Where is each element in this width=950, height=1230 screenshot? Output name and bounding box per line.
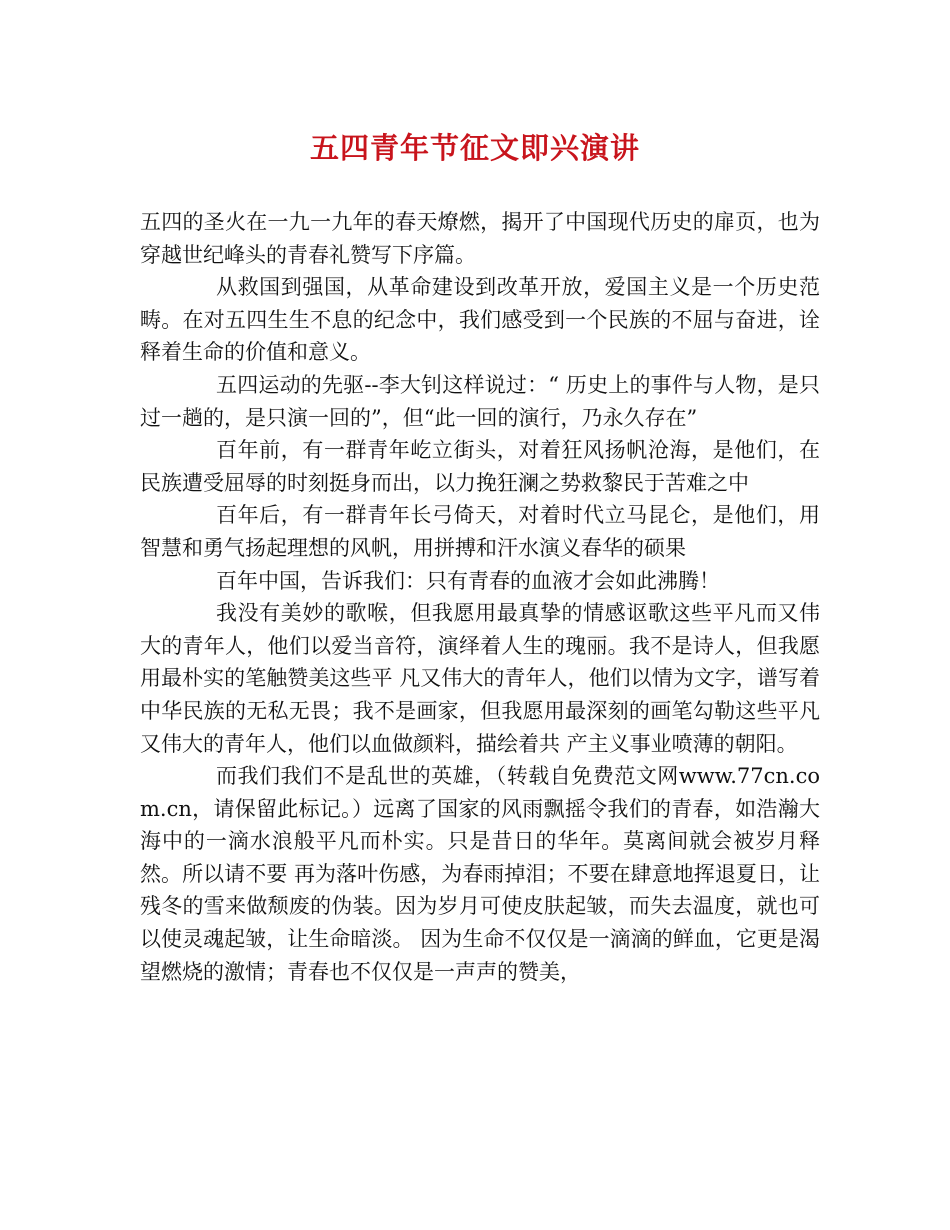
paragraph: 而我们我们不是乱世的英雄，（转载自免费范文网www.77cn.com.cn，请保留此标记。）远离了国家的风雨飘摇令我们的青春，如浩瀚大海中的一滴水浪般平凡而朴实。只是昔日的华年。莫离间就会被岁月释然。所以请不要 再为落叶伤感，为春雨掉泪；不要在肆意地挥退夏日，让残冬的雪来做颓废的伪装。因为岁月可使皮肤起皱，而失去温度，就也可以使灵魂起皱，让生命暗淡。 因为生命不仅仅是一滴滴的鲜血，它更是渴望燃烧的激情；青春也不仅仅是一声声的赞美，: [140, 764, 820, 984]
paragraph: 五四的圣火在一九一九年的春天燎燃，揭开了中国现代历史的扉页，也为穿越世纪峰头的青春礼赞写下序篇。: [140, 210, 820, 267]
paragraph: 我没有美妙的歌喉，但我愿用最真挚的情感讴歌这些平凡而又伟大的青年人，他们以爱当音符，演绎着人生的瑰丽。我不是诗人，但我愿用最朴实的笔触赞美这些平 凡又伟大的青年人，他们以情为文字，谱写着中华民族的无私无畏；我不是画家，但我愿用最深刻的画笔勾勒这些平凡又伟大的青年人，他们以血做颜料，描绘着共 产主义事业喷薄的朝阳。: [140, 601, 820, 756]
document-title: 五四青年节征文即兴演讲: [309, 131, 640, 165]
paragraph: 百年中国，告诉我们：只有青春的血液才会如此沸腾！: [216, 568, 720, 593]
document-body: [140, 206, 820, 988]
paragraph: 百年后，有一群青年长弓倚天，对着时代立马昆仑，是他们，用智慧和勇气扬起理想的风帆，用拼搏和汗水演义春华的硕果: [140, 503, 820, 560]
paragraph: 从救国到强国，从革命建设到改革开放，爱国主义是一个历史范畴。在对五四生生不息的纪念中，我们感受到一个民族的不屈与奋进，诠释着生命的价值和意义。: [140, 275, 820, 365]
paragraph: 百年前，有一群青年屹立街头，对着狂风扬帆沧海，是他们，在民族遭受屈辱的时刻挺身而出，以力挽狂澜之势救黎民于苦难之中: [140, 438, 820, 495]
paragraph: 五四运动的先驱--李大钊这样说过：“ 历史上的事件与人物，是只过一趟的，是只演一回的”，但“此一回的演行，乃永久存在”: [140, 372, 820, 430]
